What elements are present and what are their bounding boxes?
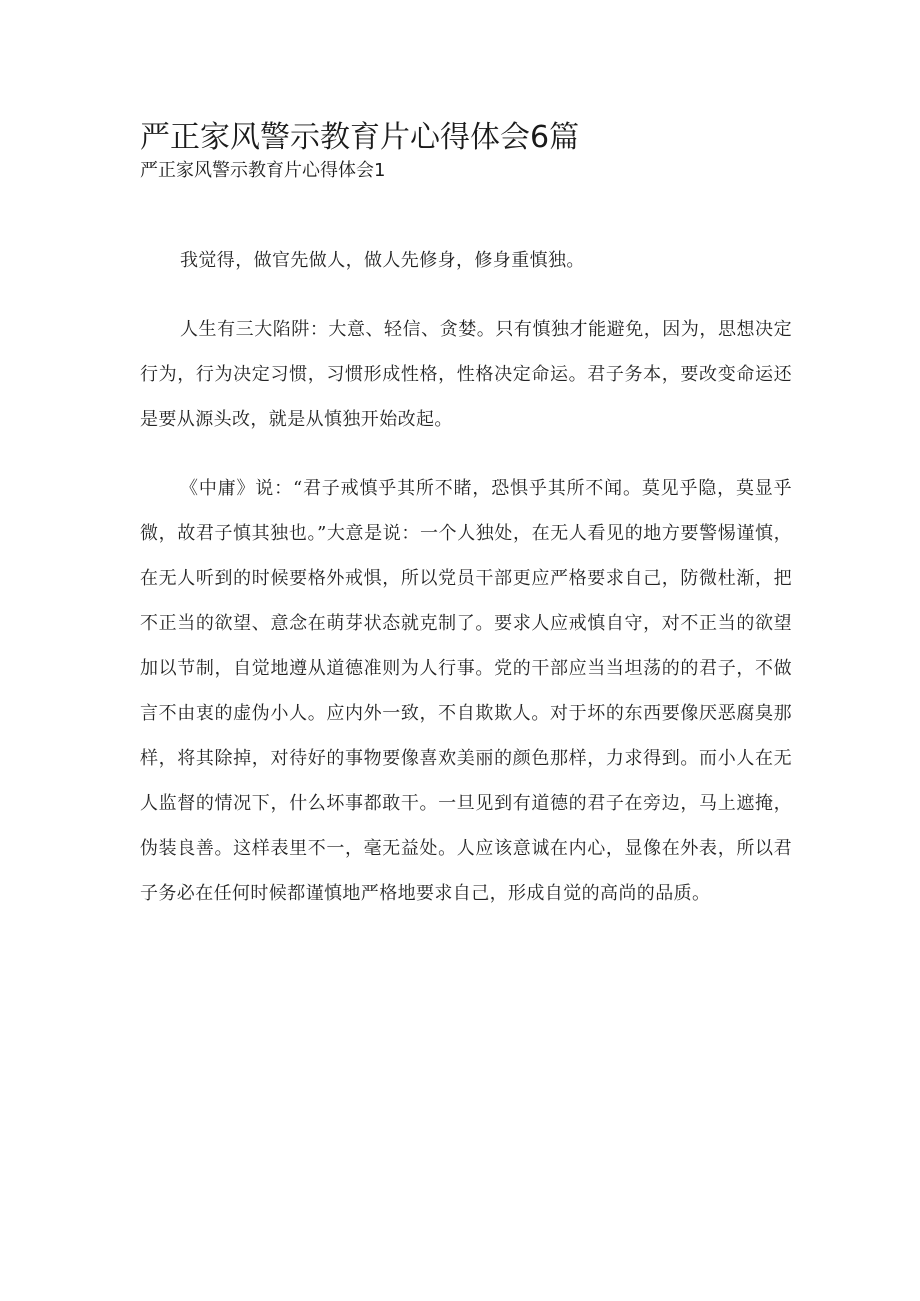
document-title: 严正家风警示教育片心得体会6篇	[140, 120, 580, 155]
paragraph-2: 人生有三大陷阱：大意、轻信、贪婪。只有慎独才能避免，因为，思想决定行为，行为决定习惯，习惯形成性格，性格决定命运。君子务本，要改变命运还是要从源头改，就是从慎独开始改起。	[140, 319, 792, 430]
body-text	[140, 238, 792, 940]
paragraph-1: 我觉得，做官先做人，做人先修身，修身重慎独。	[180, 250, 585, 271]
paragraph-3: 《中庸》说：“君子戒慎乎其所不睹，恐惧乎其所不闻。莫见乎隐，莫显乎微，故君子慎其独也。”大意是说：一个人独处，在无人看见的地方要警惕谨慎，在无人听到的时候要格外戒惧，所以党员干部更应严格要求自己，防微杜渐，把不正当的欲望、意念在萌芽状态就克制了。要求人应戒慎自守，对不正当的欲望加以节制，自觉地遵从道德准则为人行事。党的干部应当当坦荡的的君子，不做言不由衷的虚伪小人。应内外一致，不自欺欺人。对于坏的东西要像厌恶腐臭那样，将其除掉，对待好的事物要像喜欢美丽的颜色那样，力求得到。而小人在无人监督的情况下，什么坏事都敢干。一旦见到有道德的君子在旁边，马上遮掩，伪装良善。这样表里不一，毫无益处。人应该意诚在内心，显像在外表，所以君子务必在任何时候都谨慎地严格地要求自己，形成自觉的高尚的品质。	[140, 478, 792, 904]
section-heading: 严正家风警示教育片心得体会1	[140, 160, 386, 181]
